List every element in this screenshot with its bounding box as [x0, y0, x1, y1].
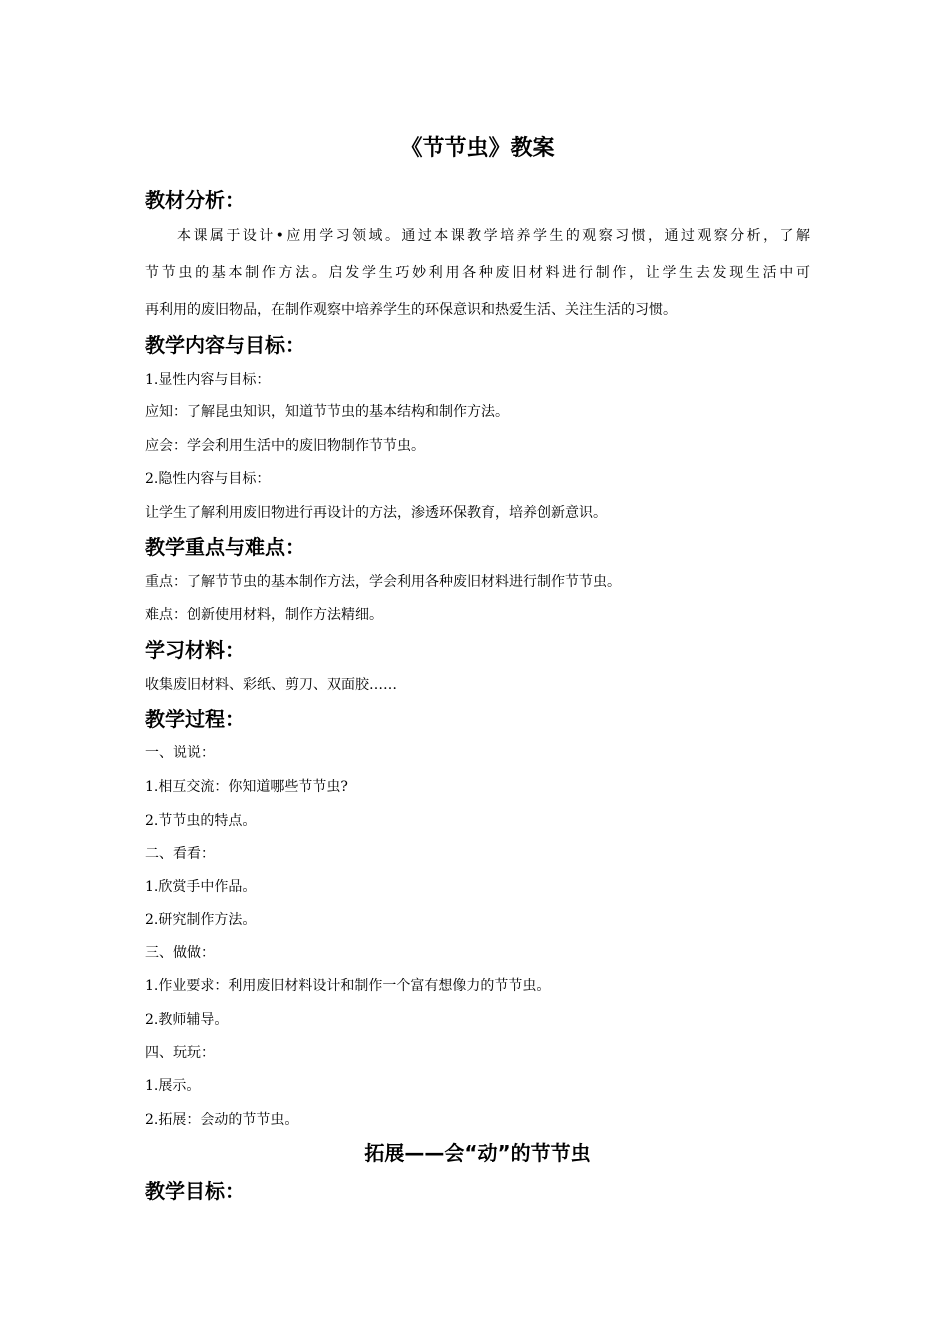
text-line: 应知：了解昆虫知识，知道节节虫的基本结构和制作方法。 [145, 404, 509, 420]
text-line: 难点：创新使用材料，制作方法精细。 [145, 607, 383, 623]
text-line: 重点：了解节节虫的基本制作方法，学会利用各种废旧材料进行制作节节虫。 [145, 574, 621, 590]
text-line: 让学生了解利用废旧物进行再设计的方法，渗透环保教育，培养创新意识。 [145, 505, 607, 521]
heading-teaching-goals: 教学目标： [145, 1179, 245, 1203]
heading-teaching-process: 教学过程： [145, 707, 245, 731]
paragraph-line: 再利用的废旧物品，在制作观察中培养学生的环保意识和热爱生活、关注生活的习惯。 [145, 302, 677, 318]
heading-key-points: 教学重点与难点： [145, 535, 305, 559]
text-line: 收集废旧材料、彩纸、剪刀、双面胶…… [145, 677, 397, 693]
text-line: 二、看看： [145, 846, 215, 862]
text-line: 1.欣赏手中作品。 [145, 879, 257, 895]
text-line: 2.节节虫的特点。 [145, 813, 257, 829]
document-title: 《节节虫》教案 [400, 136, 555, 161]
text-line: 2.拓展：会动的节节虫。 [145, 1112, 299, 1128]
text-line: 1.展示。 [145, 1078, 201, 1094]
heading-material-analysis: 教材分析： [145, 188, 245, 212]
section-subtitle: 拓展——会“动”的节节虫 [364, 1141, 591, 1165]
text-line: 三、做做： [145, 945, 215, 961]
text-line: 1.作业要求：利用废旧材料设计和制作一个富有想像力的节节虫。 [145, 978, 551, 994]
text-line: 2.研究制作方法。 [145, 912, 257, 928]
text-line: 2.教师辅导。 [145, 1012, 229, 1028]
heading-materials: 学习材料： [145, 638, 245, 662]
text-line: 一、说说： [145, 745, 215, 761]
text-line: 应会：学会利用生活中的废旧物制作节节虫。 [145, 438, 425, 454]
text-line: 1.相互交流：你知道哪些节节虫? [145, 779, 348, 795]
text-line: 2.隐性内容与目标： [145, 471, 271, 487]
heading-content-goals: 教学内容与目标： [145, 333, 305, 357]
text-line: 1.显性内容与目标： [145, 372, 271, 388]
paragraph-line: 本课属于设计•应用学习领域。通过本课教学培养学生的观察习惯，通过观察分析，了解 [177, 228, 810, 244]
paragraph-line: 节节虫的基本制作方法。启发学生巧妙利用各种废旧材料进行制作，让学生去发现生活中可 [145, 265, 810, 281]
text-line: 四、玩玩： [145, 1045, 215, 1061]
